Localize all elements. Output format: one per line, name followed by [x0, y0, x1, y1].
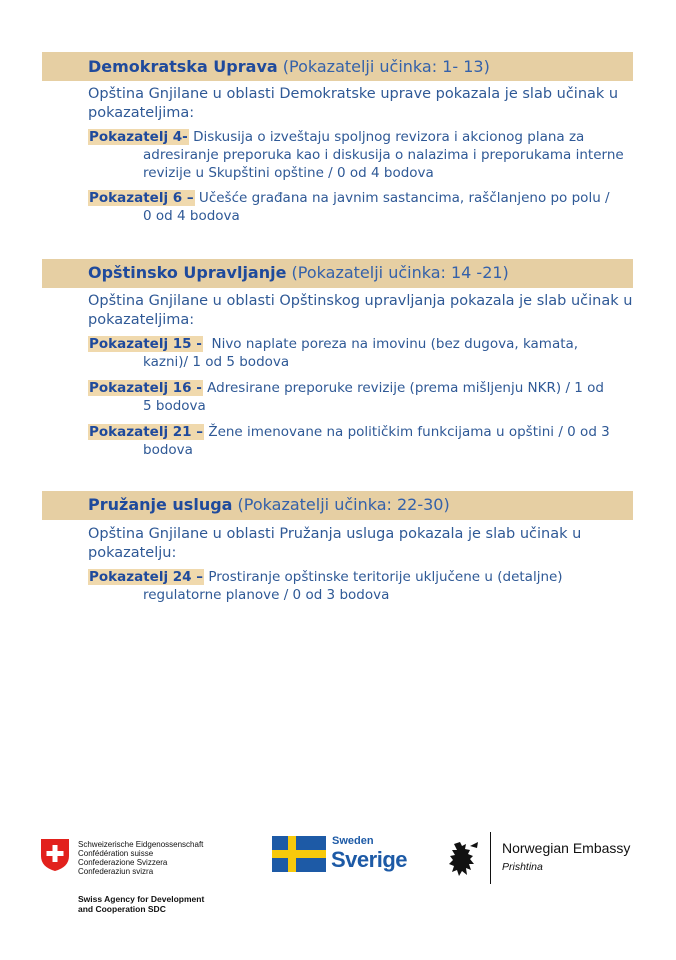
agency-line: Swiss Agency for Development: [78, 894, 205, 904]
norwegian-embassy-city: Prishtina: [502, 861, 543, 873]
indicator-text: Žene imenovane na političkim funkcijama u opštini / 0 od 3: [204, 424, 610, 440]
indicator-text-cont: regulatorne planove / 0 od 3 bodova: [143, 587, 390, 603]
section-3-subtitle: (Pokazatelji učinka: 22-30): [237, 495, 450, 514]
swedish-flag-icon: [272, 836, 326, 872]
swiss-agency-text: [78, 894, 204, 914]
indicator-24: [88, 568, 633, 604]
indicator-text: Diskusija o izveštaju spoljnog revizora i akcionog plana za: [188, 129, 585, 145]
section-2-title: Opštinsko Upravljanje: [88, 263, 287, 282]
indicator-tag: Pokazatelj 24 –: [89, 569, 204, 585]
section-3-intro: Opština Gnjilane u oblasti Pružanja usluga pokazala je slab učinak u pokazatelju:: [88, 526, 582, 561]
swiss-shield-icon: [40, 838, 70, 872]
section-2-intro: Opština Gnjilane u oblasti Opštinskog upravljanja pokazala je slab učinak u pokazateljima:: [88, 293, 633, 328]
indicator-text-cont: bodova: [143, 442, 193, 458]
norwegian-embassy-name: Norwegian Embassy: [502, 840, 631, 856]
indicator-15: [88, 335, 633, 371]
section-1-title: Demokratska Uprava: [88, 57, 278, 76]
indicator-text-cont: 0 od 4 bodova: [143, 208, 240, 224]
indicator-text-cont: 5 bodova: [143, 398, 206, 414]
indicator-4: [88, 128, 633, 182]
section-1-intro: Opština Gnjilane u oblasti Demokratske uprave pokazala je slab učinak u pokazateljima:: [88, 86, 619, 121]
section-1-heading: [88, 56, 490, 78]
swiss-confederation-text: [78, 840, 203, 876]
indicator-tag: Pokazatelj 16 -: [89, 380, 202, 396]
indicator-tag: Pokazatelj 21 –: [89, 424, 204, 440]
swiss-line: Confédération suisse: [78, 849, 154, 858]
divider: [490, 832, 491, 884]
section-3-title: Pružanje usluga: [88, 495, 233, 514]
section-1-subtitle: (Pokazatelji učinka: 1- 13): [282, 57, 490, 76]
indicator-21: [88, 423, 633, 459]
indicator-16: [88, 379, 633, 415]
agency-line: and Cooperation SDC: [78, 904, 166, 914]
indicator-6: [88, 189, 633, 225]
indicator-text-cont: kazni)/ 1 od 5 bodova: [143, 354, 290, 370]
section-2-heading: [88, 262, 509, 284]
section-2-subtitle: (Pokazatelji učinka: 14 -21): [291, 263, 509, 282]
swiss-line: Confederaziun svizra: [78, 867, 154, 876]
indicator-text: Adresirane preporuke revizije (prema mišljenju NKR) / 1 od: [202, 380, 604, 396]
indicator-text: Učešće građana na javnim sastancima, raščlanjeno po polu /: [194, 190, 610, 206]
sverige-label: Sverige: [331, 847, 407, 872]
indicator-tag: Pokazatelj 6 –: [89, 190, 194, 206]
norwegian-lion-icon: [446, 840, 480, 878]
indicator-text: Prostiranje opštinske teritorije uključene u (detaljne): [204, 569, 563, 585]
swiss-line: Confederazione Svizzera: [78, 858, 168, 867]
swiss-line: Schweizerische Eidgenossenschaft: [78, 840, 204, 849]
indicator-tag: Pokazatelj 15 -: [89, 336, 202, 352]
indicator-text: Nivo naplate poreza na imovinu (bez dugova, kamata,: [202, 336, 579, 352]
section-3-heading: [88, 494, 450, 516]
indicator-tag: Pokazatelj 4-: [89, 129, 188, 145]
sweden-label: Sweden: [332, 835, 374, 847]
indicator-text-cont: adresiranje preporuka kao i diskusija o nalazima i preporukama interne revizije u Skupštini opštine / 0 od 4 bodova: [143, 147, 624, 181]
